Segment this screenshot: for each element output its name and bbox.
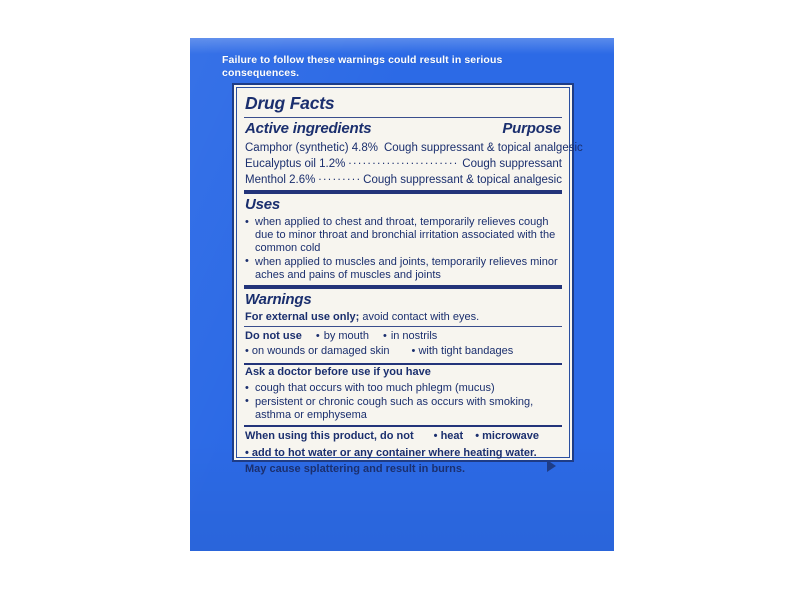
ask-doctor-list [244, 382, 562, 422]
ingredient-purpose: Cough suppressant [462, 158, 562, 170]
bullet-glyph: • [315, 330, 320, 343]
uses-heading: Uses [245, 196, 281, 213]
ask-doctor-list-item: • persistent or chronic cough such as occurs with smoking, asthma or emphysema [244, 396, 562, 422]
section-active-ingredients [244, 118, 583, 187]
ingredient-purpose: Cough suppressant & topical analgesic [383, 142, 583, 154]
ingredient-name: Menthol 2.6% [245, 174, 316, 186]
drug-facts-card-inner [236, 87, 583, 476]
external-use-rest: avoid contact with eyes. [359, 311, 480, 324]
when-using-line-1 [244, 427, 562, 444]
drug-facts-card [232, 83, 583, 476]
do-not-use-item: with tight bandages [418, 345, 514, 358]
active-ingredients-label: Active ingredients [245, 120, 372, 137]
ask-doctor-list-item: • cough that occurs with too much phlegm (mucus) [244, 382, 562, 395]
drug-facts-title: Drug Facts [245, 93, 335, 113]
external-use-bold: For external use only; [245, 311, 360, 324]
dot-leader [348, 156, 459, 167]
active-ingredients-heading-row [244, 118, 562, 139]
active-ingredient-row [244, 171, 562, 187]
bullet-glyph: • [245, 345, 249, 358]
ingredient-purpose: Cough suppressant & topical analgesic [363, 174, 562, 186]
dot-leader [318, 172, 360, 183]
warning-headline: Failure to follow these warnings could result in serious consequences. [222, 54, 503, 79]
product-carton-panel [190, 38, 614, 551]
bullet-glyph: • [475, 430, 480, 443]
active-ingredient-row [244, 139, 583, 155]
bullet-glyph: • [411, 345, 416, 358]
when-using-label: When using this product, do not [245, 430, 414, 443]
purpose-label: Purpose [502, 120, 561, 137]
uses-list [244, 216, 562, 282]
ingredient-name: Camphor (synthetic) 4.8% [245, 142, 378, 154]
do-not-use-item: in nostrils [390, 330, 438, 343]
do-not-use-item: on wounds or damaged skin [251, 345, 390, 358]
ingredient-name: Eucalyptus oil 1.2% [245, 158, 346, 170]
when-using-line-3: May cause splattering and result in burns. [245, 463, 466, 476]
section-warnings [244, 289, 562, 477]
uses-list-item: • when applied to chest and throat, temporarily relieves cough due to minor throat and bronchial irritation associated with the common cold [244, 216, 562, 256]
when-using-item: microwave [482, 430, 539, 443]
active-ingredient-row [244, 155, 562, 171]
when-using-item: heat [440, 430, 464, 443]
right-triangle-arrow-icon [547, 460, 556, 472]
section-uses [244, 194, 562, 282]
external-use-statement [244, 310, 562, 326]
do-not-use-line-1 [244, 327, 562, 344]
do-not-use-item: by mouth [323, 330, 369, 343]
when-using-line-2: • add to hot water or any container where heating water. [245, 446, 537, 459]
ask-doctor-label: Ask a doctor before use if you have [245, 366, 431, 379]
uses-list-item: • when applied to muscles and joints, temporarily relieves minor aches and pains of muscles and joints [244, 256, 562, 282]
warnings-heading: Warnings [245, 291, 312, 309]
do-not-use-line-2 [244, 344, 562, 360]
do-not-use-label: Do not use [245, 330, 302, 343]
carton-gloss-highlight [190, 38, 614, 54]
bullet-glyph: • [382, 330, 387, 343]
bullet-glyph: • [433, 430, 438, 443]
